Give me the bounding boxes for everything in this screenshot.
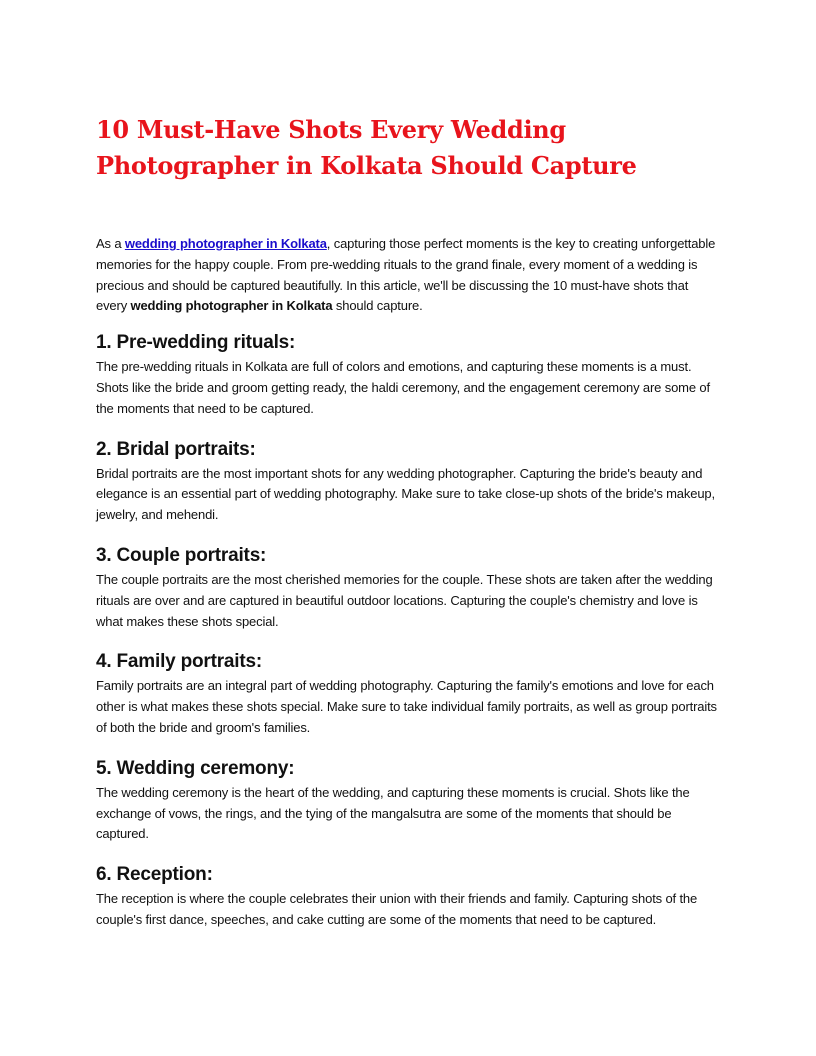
- intro-suffix: should capture.: [332, 298, 423, 314]
- section-body: Family portraits are an integral part of wedding photography. Capturing the family's emotions and love for each other is what makes these shots special. Make sure to take individual family portraits, as well as group portraits of both the bride and groom's families.: [96, 678, 717, 735]
- document-page: [96, 112, 720, 931]
- section-heading: 4. Family portraits:: [96, 651, 262, 673]
- page-title: 10 Must-Have Shots Every Wedding Photographer in Kolkata Should Capture: [96, 115, 637, 180]
- intro-bold-keyword: wedding photographer in Kolkata: [130, 298, 333, 314]
- section-heading: 1. Pre-wedding rituals:: [96, 332, 296, 354]
- section-body: The reception is where the couple celebrates their union with their friends and family. Capturing shots of the couple's first dance, speeches, and cake cutting are some of the moments that need to be captured.: [96, 891, 698, 927]
- intro-paragraph: [96, 234, 720, 317]
- section-body: Bridal portraits are the most important shots for any wedding photographer. Capturing the bride's beauty and elegance is an essential part of wedding photography. Make sure to take close-up shots of the bride's makeup, jewelry, and mehendi.: [96, 465, 715, 523]
- section-heading: 5. Wedding ceremony:: [96, 757, 295, 779]
- kolkata-photographer-link[interactable]: wedding photographer in Kolkata: [124, 236, 327, 251]
- section-body: The couple portraits are the most cherished memories for the couple. These shots are taken after the wedding rituals are over and are captured in beautiful outdoor locations. Capturing the couple's chemistry and love is what makes these shots special.: [96, 571, 713, 629]
- section-bridal-portraits: [96, 438, 720, 526]
- section-heading: 3. Couple portraits:: [96, 544, 267, 566]
- section-pre-wedding-rituals: [96, 331, 720, 419]
- intro-middle: , capturing those perfect moments is the key to creating unforgettable memories for the happy couple. From pre-wedding rituals to the grand finale, every moment of a wedding is precious and should be captured beautifully. In this article, we'll be discussing the 10 must-have shots that every: [96, 236, 716, 314]
- section-heading: 2. Bridal portraits:: [96, 438, 256, 460]
- section-wedding-ceremony: [96, 757, 720, 845]
- section-heading: 6. Reception:: [96, 864, 213, 886]
- section-couple-portraits: [96, 544, 720, 632]
- section-body: The wedding ceremony is the heart of the wedding, and capturing these moments is crucial. Shots like the exchange of vows, the rings, and the tying of the mangalsutra are some of the moments that should be captured.: [96, 784, 690, 842]
- intro-prefix: As a: [96, 236, 125, 251]
- section-body: The pre-wedding rituals in Kolkata are full of colors and emotions, and capturing these moments is a must. Shots like the bride and groom getting ready, the haldi ceremony, and the engagement ceremony are some of the moments that need to be captured.: [96, 359, 710, 416]
- section-family-portraits: [96, 650, 720, 738]
- section-reception: [96, 863, 720, 931]
